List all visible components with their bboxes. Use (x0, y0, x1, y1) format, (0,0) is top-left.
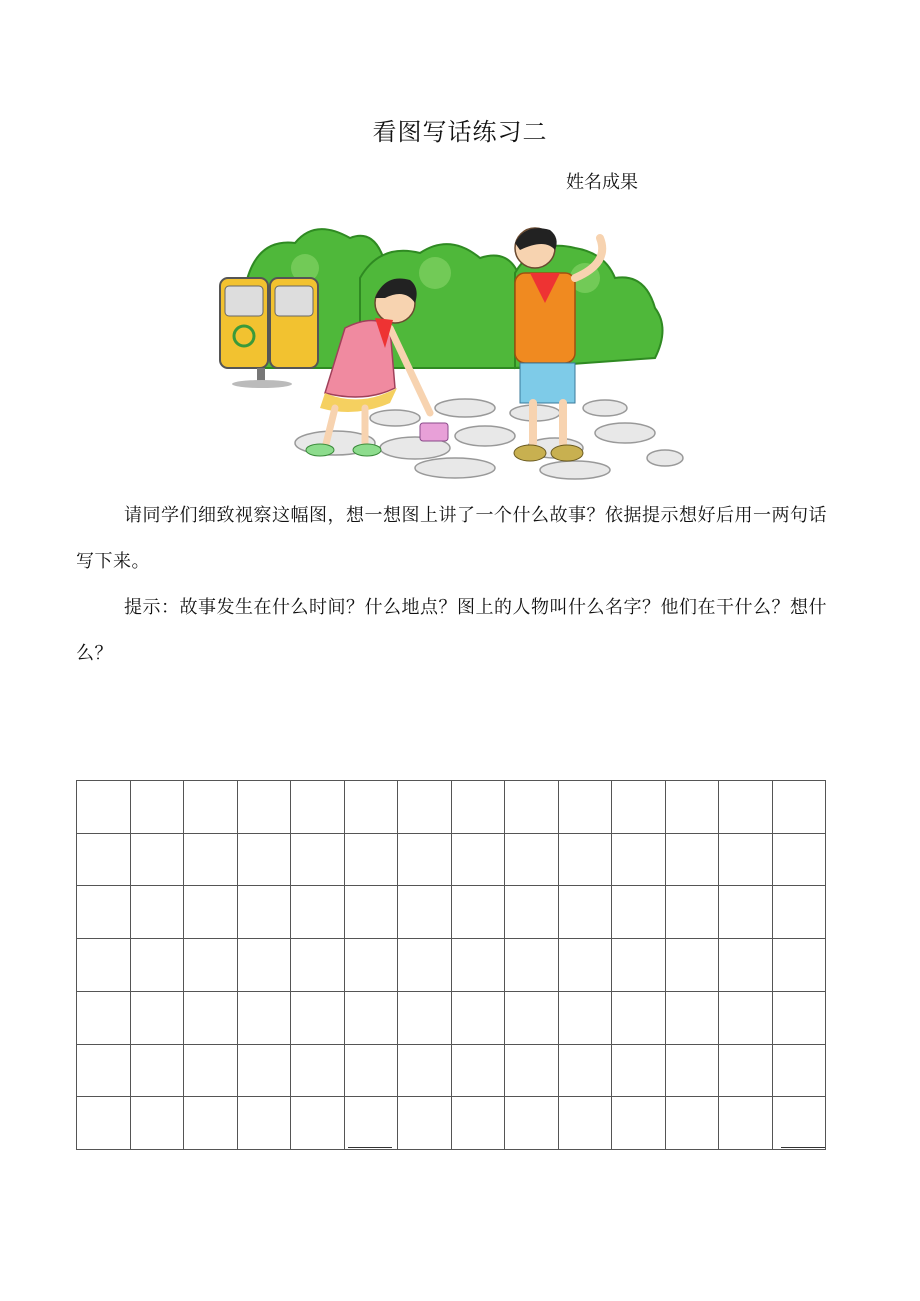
grid-cell[interactable] (77, 1097, 131, 1150)
grid-cell[interactable] (719, 991, 773, 1044)
grid-cell[interactable] (665, 1097, 719, 1150)
grid-cell[interactable] (184, 781, 238, 834)
grid-cell[interactable] (451, 886, 505, 939)
grid-cell[interactable] (291, 991, 345, 1044)
grid-cell[interactable] (612, 1044, 666, 1097)
grid-cell[interactable] (558, 1097, 612, 1150)
grid-cell[interactable] (665, 781, 719, 834)
grid-cell[interactable] (344, 886, 398, 939)
grid-cell[interactable] (237, 991, 291, 1044)
writing-grid[interactable] (76, 780, 826, 1150)
grid-cell[interactable] (184, 833, 238, 886)
grid-cell[interactable] (237, 1097, 291, 1150)
grid-cell[interactable] (719, 886, 773, 939)
grid-cell[interactable] (665, 833, 719, 886)
grid-row (77, 781, 826, 834)
grid-cell[interactable] (291, 781, 345, 834)
grid-cell[interactable] (130, 991, 184, 1044)
grid-cell[interactable] (558, 939, 612, 992)
name-field-label: 姓名成果 (566, 172, 638, 193)
grid-cell[interactable] (505, 991, 559, 1044)
grid-cell[interactable] (505, 781, 559, 834)
grid-cell[interactable] (612, 886, 666, 939)
grid-cell[interactable] (772, 1097, 826, 1150)
grid-cell[interactable] (451, 991, 505, 1044)
grid-cell[interactable] (612, 939, 666, 992)
grid-row (77, 1097, 826, 1150)
grid-cell[interactable] (505, 1097, 559, 1150)
grid-cell[interactable] (237, 886, 291, 939)
hint-paragraph: 提示：故事发生在什么时间？什么地点？图上的人物叫什么名字？他们在干什么？想什么？ (76, 597, 827, 664)
grid-cell[interactable] (558, 833, 612, 886)
grid-cell[interactable] (451, 781, 505, 834)
underline-mark (348, 1147, 392, 1148)
grid-cell[interactable] (77, 886, 131, 939)
grid-cell[interactable] (612, 1097, 666, 1150)
grid-cell[interactable] (665, 939, 719, 992)
grid-cell[interactable] (344, 991, 398, 1044)
grid-row (77, 833, 826, 886)
grid-cell[interactable] (398, 991, 452, 1044)
grid-cell[interactable] (291, 886, 345, 939)
grid-cell[interactable] (77, 833, 131, 886)
grid-cell[interactable] (237, 1044, 291, 1097)
grid-cell[interactable] (665, 886, 719, 939)
grid-cell[interactable] (398, 1097, 452, 1150)
grid-cell[interactable] (237, 939, 291, 992)
grid-cell[interactable] (505, 939, 559, 992)
grid-cell[interactable] (77, 1044, 131, 1097)
grid-cell[interactable] (719, 939, 773, 992)
grid-cell[interactable] (451, 1097, 505, 1150)
grid-cell[interactable] (558, 1044, 612, 1097)
grid-cell[interactable] (772, 939, 826, 992)
grid-cell[interactable] (398, 833, 452, 886)
grid-cell[interactable] (665, 1044, 719, 1097)
grid-cell[interactable] (77, 781, 131, 834)
grid-cell[interactable] (398, 939, 452, 992)
grid-cell[interactable] (451, 1044, 505, 1097)
instruction-paragraph: 请同学们细致视察这幅图，想一想图上讲了一个什么故事？依据提示想好后用一两句话写下来。 (76, 505, 827, 572)
grid-cell[interactable] (772, 1044, 826, 1097)
grid-cell[interactable] (344, 1097, 398, 1150)
recycle-bins (220, 278, 318, 388)
grid-row (77, 1044, 826, 1097)
grid-cell[interactable] (772, 833, 826, 886)
grid-cell[interactable] (505, 833, 559, 886)
grid-cell[interactable] (612, 781, 666, 834)
grid-row (77, 991, 826, 1044)
grid-cell[interactable] (558, 781, 612, 834)
grid-cell[interactable] (130, 781, 184, 834)
grid-cell[interactable] (612, 833, 666, 886)
grid-cell[interactable] (291, 1044, 345, 1097)
grid-cell[interactable] (291, 1097, 345, 1150)
grid-cell[interactable] (451, 833, 505, 886)
grid-cell[interactable] (237, 781, 291, 834)
grid-cell[interactable] (130, 1044, 184, 1097)
grid-cell[interactable] (184, 1044, 238, 1097)
grid-cell[interactable] (719, 781, 773, 834)
grid-cell[interactable] (130, 886, 184, 939)
grid-cell[interactable] (291, 833, 345, 886)
grid-cell[interactable] (130, 1097, 184, 1150)
underline-mark (781, 1147, 825, 1148)
grid-cell[interactable] (558, 886, 612, 939)
grid-cell[interactable] (344, 1044, 398, 1097)
grid-cell[interactable] (344, 939, 398, 992)
grid-cell[interactable] (772, 991, 826, 1044)
grid-cell[interactable] (344, 833, 398, 886)
grid-cell[interactable] (77, 939, 131, 992)
grid-cell[interactable] (612, 991, 666, 1044)
grid-cell[interactable] (505, 1044, 559, 1097)
grid-cell[interactable] (719, 1044, 773, 1097)
story-illustration (215, 218, 685, 486)
grid-cell[interactable] (398, 1044, 452, 1097)
grid-cell[interactable] (184, 991, 238, 1044)
grid-cell[interactable] (398, 781, 452, 834)
grid-cell[interactable] (130, 939, 184, 992)
grid-cell[interactable] (772, 781, 826, 834)
grid-cell[interactable] (184, 939, 238, 992)
grid-cell[interactable] (237, 833, 291, 886)
grid-cell[interactable] (772, 886, 826, 939)
grid-cell[interactable] (505, 886, 559, 939)
grid-cell[interactable] (665, 991, 719, 1044)
grid-cell[interactable] (558, 991, 612, 1044)
grid-cell[interactable] (291, 939, 345, 992)
grid-cell[interactable] (77, 991, 131, 1044)
grid-cell[interactable] (719, 1097, 773, 1150)
page-title: 看图写话练习二 (372, 118, 548, 146)
grid-cell[interactable] (184, 1097, 238, 1150)
grid-cell[interactable] (451, 939, 505, 992)
grid-row (77, 886, 826, 939)
grid-cell[interactable] (398, 886, 452, 939)
grid-cell[interactable] (130, 833, 184, 886)
grid-cell[interactable] (719, 833, 773, 886)
grid-row (77, 939, 826, 992)
grid-cell[interactable] (184, 886, 238, 939)
grid-cell[interactable] (344, 781, 398, 834)
